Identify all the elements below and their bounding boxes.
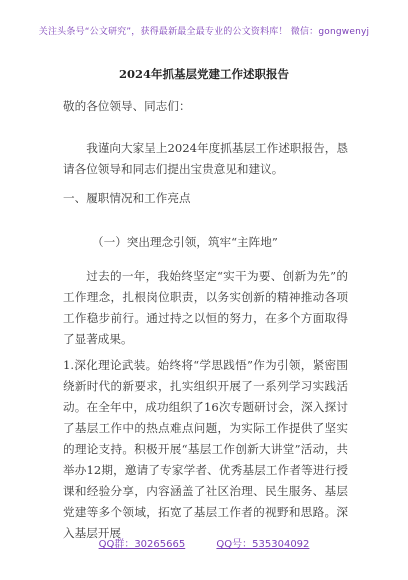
subsection-heading: （一）突出理念引领，筑牢“主阵地” [92, 235, 278, 249]
section-heading: 一、履职情况和工作亮点 [63, 191, 191, 205]
overview-paragraph: 过去的一年，我始终坚定“实干为要、创新为先”的工作理念，扎根岗位职责，以务实创新的精神推动各项工作稳步前行。通过持之以恒的努力，在多个方面取得了显著成果。 [63, 269, 348, 346]
footer-contacts [0, 535, 408, 550]
intro-paragraph: 我谨向大家呈上2024年度抓基层工作述职报告，恳请各位领导和同志们提出宝贵意见和建议。 [63, 141, 348, 176]
salutation: 敬的各位领导、同志们： [63, 99, 191, 113]
document-title: 2024年抓基层党建工作述职报告 [118, 67, 289, 81]
header-banner: 关注头条号“公文研究”，获得最新最全最专业的公文资料库！ 微信：gongwenyj [38, 27, 370, 37]
qq-group-link[interactable]: QQ群：30265665 [98, 539, 186, 550]
item1-paragraph: 1.深化理论武装。始终将“学思践悟”作为引领，紧密围绕新时代的新要求，扎实组织开展了一系列学习实践活动。在全年中，成功组织了16次专题研讨会，深入探讨了基层工作中的热点难点问题，为实际工作提供了坚实的理论支持。积极开展“基层工作创新大讲堂”活动，共举办12期，邀请了专家学者、优秀基层工作者等进行授课和经验分享，内容涵盖了社区治理、民生服务、基层党建等多个领域，拓宽了基层工作者的视野和思路。深入基层开展 [63, 358, 348, 540]
qq-link[interactable]: QQ号：535304092 [216, 539, 310, 550]
